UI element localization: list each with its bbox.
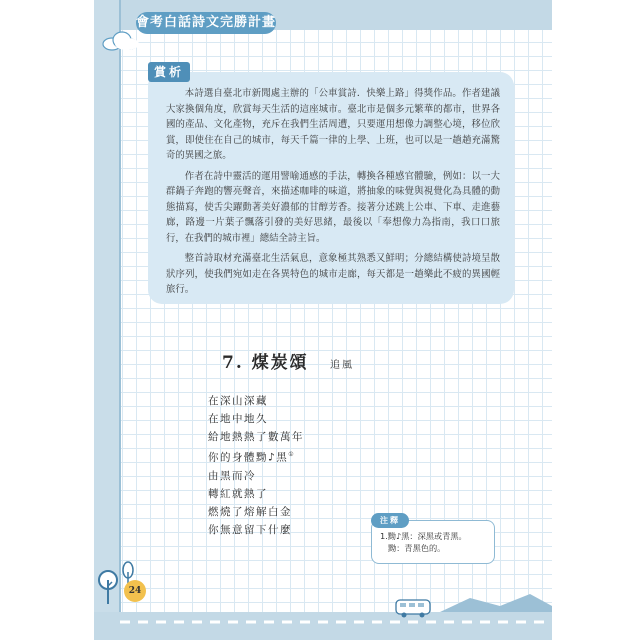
note-item-1: 1.黝♪黑：深黑或青黑。 [380,531,467,541]
header-title: 會考白話詩文完勝計畫 [136,12,276,34]
poem-line-4 [208,446,304,467]
poem-line-1: 在深山深藏 [208,395,268,407]
analysis-label: 賞析 [148,62,190,82]
poem-body [208,392,304,539]
poem-line-8: 你無意留下什麼 [208,523,292,536]
poem-line-6: 轉紅就熱了 [208,487,268,500]
cloud-small-icon [112,34,142,52]
analysis-box [148,72,514,304]
footnote-marker: ① [288,451,296,458]
analysis-paragraph-2: 作者在詩中靈活的運用譬喻通感的手法，轉換各種感官體驗，例如：以一大群鍋子奔跑的響亮聲音，來描述咖啡的味道，將抽象的味覺與視覺化為具體的動態描寫，使舌尖躍動著美好濃郁的甘醇芳香。接著分述跳上公車、下車、走進藝廊，路邊一片葉子飄落引發的美好思緒，最後以「奉想像力為指南，我口口旅行，在我們的城市裡」總結全詩主旨。 [166,170,500,244]
analysis-paragraph-3: 整首詩取材充滿臺北生活氣息，意象極其熟悉又鮮明；分總結構使詩境呈散狀序列，使我們宛如走在各異特色的城市走廊，每天都是一趟樂此不疲的異國輕旅行。 [166,253,500,295]
poem-line-3: 給地熱熱了數萬年 [208,431,304,443]
poem-author: 追風 [330,360,354,371]
bottom-band [94,612,552,640]
poem-line-5: 由黑而冷 [208,469,256,482]
left-margin-band [94,0,120,640]
notes-label: 注釋 [371,513,409,528]
poem-line-4-text: 你的身體黝♪黑 [208,451,289,464]
note-item-2: 黝：青黑色的。 [388,543,446,553]
page-number: 24 [124,580,146,602]
poem-title: 7. 煤炭頌 [222,353,309,373]
poem-line-2: 在地中地久 [208,413,268,425]
left-margin-line [119,0,121,640]
analysis-paragraph-1: 本詩選自臺北市新聞處主辦的「公車賞詩．快樂上路」得獎作品。作者建議大家換個角度，欣賞每天生活的這座城市。臺北市是個多元繁華的都市，世界各國的產品、文化產物，充斥在我們生活周遭，只要運用想像力調整心境，移位欣賞，即使住在自己的城市，每天千篇一律的上學、上班，也可以是一趟趟充滿驚奇的異國之旅。 [166,88,500,161]
poem-line-7: 燃燒了熔解白金 [208,505,292,518]
